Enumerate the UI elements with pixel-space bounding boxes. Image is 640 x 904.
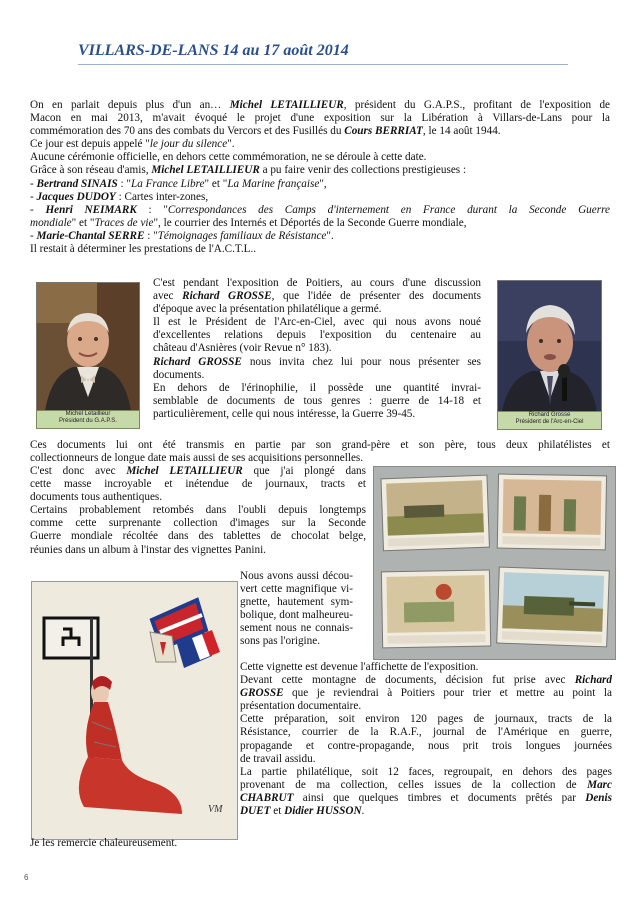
text-line: GROSSE que je reviendrai à Poitiers pour trier et mettre au point la bbox=[240, 687, 612, 700]
narrow-text bbox=[240, 570, 353, 649]
text-line: Nous avons aussi décou- bbox=[240, 570, 353, 582]
text-line: Grâce à son réseau d'amis, Michel LETAILLIEUR a pu faire venir des collections prestigieuses : bbox=[30, 164, 467, 177]
text-line: DUET et Didier HUSSON. bbox=[240, 805, 365, 818]
text-line: Il est le Président de l'Arc-en-Ciel, avec qui nous avons noué bbox=[153, 316, 481, 329]
text-line: vert cette magnifique vi- bbox=[240, 583, 353, 596]
text-line: Aucune cérémonie officielle, en dehors cette commémoration, ne se déroule à cette date. bbox=[30, 151, 427, 164]
text-line: présentation documentaire. bbox=[240, 700, 362, 713]
text-line: - Bertrand SINAIS : "La France Libre" et "La Marine française", bbox=[30, 177, 327, 190]
text-line: Résistance, courrier de la R.A.F., journal de l'Amérique en guerre, bbox=[240, 726, 612, 739]
text-line: Ce jour est depuis appelé "le jour du silence". bbox=[30, 138, 235, 151]
vignette-illustration bbox=[32, 582, 237, 839]
text-line: mondiale" et "Traces de vie", le courrier des Internés et Déportés de la Seconde Guerre mondiale, bbox=[30, 216, 467, 229]
text-line: château d'Asnières (voir Revue n° 183). bbox=[153, 342, 332, 355]
text-line: sons pas l'origine. bbox=[240, 635, 321, 648]
text-line: provenant de ma collection, celles issues de la collection de Marc bbox=[240, 778, 612, 791]
text-line: comme cette surprenante collection d'images sur la Seconde bbox=[30, 517, 366, 530]
text-line: C'est pendant l'exposition de Poitiers, au cours d'une discussion bbox=[153, 277, 481, 289]
text-line: gnette, hautement sym- bbox=[240, 596, 353, 609]
text-line: avec Richard GROSSE, que l'idée de présenter des documents bbox=[153, 290, 481, 303]
text-line: de travail assidu. bbox=[240, 752, 316, 765]
text-line: d'époque avec la présentation philatélique a germé. bbox=[153, 303, 382, 316]
closing-text: Je les remercie chaleureusement. bbox=[30, 837, 178, 849]
full-text-2 bbox=[30, 439, 610, 465]
page-number: 6 bbox=[24, 873, 29, 882]
text-line: cette masse incroyable et inétendue de journaux, tracts et bbox=[30, 478, 366, 491]
mid-text bbox=[153, 277, 481, 421]
text-line: commémoration des 70 ans des combats du Vercors et des Fusillés du Cours BERRIAT, le 14 août 1944. bbox=[30, 125, 501, 138]
text-line: réunies dans un album à l'instar des vignettes Panini. bbox=[30, 543, 266, 556]
text-line: Cette préparation, soit environ 120 pages de journaux, tracts de la bbox=[240, 713, 612, 726]
caption-michel: Michel Letaillieur Président du G.A.P.S. bbox=[36, 410, 140, 429]
album-illustration bbox=[374, 467, 615, 659]
intro-text bbox=[30, 99, 610, 256]
text-line: Cette vignette est devenue l'affichette de l'exposition. bbox=[240, 661, 479, 673]
text-line: semblable de documents de tous genres : guerre de 14-18 et bbox=[153, 394, 481, 407]
page-title: VILLARS-DE-LANS 14 au 17 août 2014 bbox=[78, 42, 349, 59]
text-line: - Marie-Chantal SERRE : "Témoignages familiaux de Résistance". bbox=[30, 229, 334, 242]
vignette-signature: VM bbox=[208, 804, 223, 815]
text-line: collectionneurs de longue date mais aussi de ses acquisitions personnelles. bbox=[30, 452, 364, 465]
text-line: Ces documents lui ont été transmis en partie par son grand-père et son père, tous deux philatélistes et bbox=[30, 439, 610, 451]
text-line: Certains probablement retombés dans l'oubli depuis longtemps bbox=[30, 504, 366, 517]
text-line: Richard GROSSE nous invita chez lui pour nous présenter ses bbox=[153, 355, 481, 368]
portrait-illustration bbox=[498, 281, 601, 412]
text-line: documents tous authentiques. bbox=[30, 491, 163, 504]
photo-michel-letaillieur bbox=[36, 282, 140, 412]
text-line: On en parlait depuis plus d'un an… Michel LETAILLIEUR, président du G.A.P.S., profitant de l'exposition de bbox=[30, 99, 610, 111]
text-line: Guerre mondiale récoltée dans des tablettes de chocolat belge, bbox=[30, 530, 366, 543]
text-line: bolique, dont malheureu- bbox=[240, 609, 353, 622]
text-line: sement nous ne connais- bbox=[240, 622, 353, 635]
title-rule bbox=[78, 64, 568, 65]
text-line: La partie philatélique, soit 12 faces, regroupait, en dehors des pages bbox=[240, 765, 612, 778]
text-line: Macon en mai 2013, m'avait évoqué le projet d'une exposition sur la Libération à Villars-de-Lans pour la bbox=[30, 112, 610, 125]
text-line: Il restait à déterminer les prestations de l'A.C.T.L.. bbox=[30, 243, 257, 256]
vignette-photo bbox=[31, 581, 238, 840]
photo-richard-grosse bbox=[497, 280, 602, 413]
text-line: particulièrement, celle qui nous intéresse, la Guerre 39-45. bbox=[153, 407, 416, 420]
caption-richard: Richard Grosse Président de l'Arc-en-Ciel bbox=[497, 411, 602, 430]
text-line: En dehors de l'érinophilie, il possède une quantité invrai- bbox=[153, 381, 481, 394]
left-text-2 bbox=[30, 465, 366, 557]
text-line: C'est donc avec Michel LETAILLIEUR que j'ai plongé dans bbox=[30, 465, 366, 477]
portrait-illustration bbox=[37, 283, 139, 411]
album-images-photo bbox=[373, 466, 616, 660]
text-line: CHABRUT ainsi que quelques timbres et documents prêtés par Denis bbox=[240, 791, 612, 804]
text-line: propagande et contre-propagande, nous prit trois longues journées bbox=[240, 739, 612, 752]
text-line: documents. bbox=[153, 368, 205, 381]
right-text-2 bbox=[240, 661, 612, 818]
text-line: d'excellentes relations depuis l'exposition du centenaire au bbox=[153, 329, 481, 342]
text-line: Devant cette montagne de documents, décision fut prise avec Richard bbox=[240, 674, 612, 687]
text-line: - Henri NEIMARK : "Correspondances des Camps d'internement en France durant la Seconde Guerre bbox=[30, 203, 610, 216]
text-line: - Jacques DUDOY : Cartes inter-zones, bbox=[30, 190, 209, 203]
